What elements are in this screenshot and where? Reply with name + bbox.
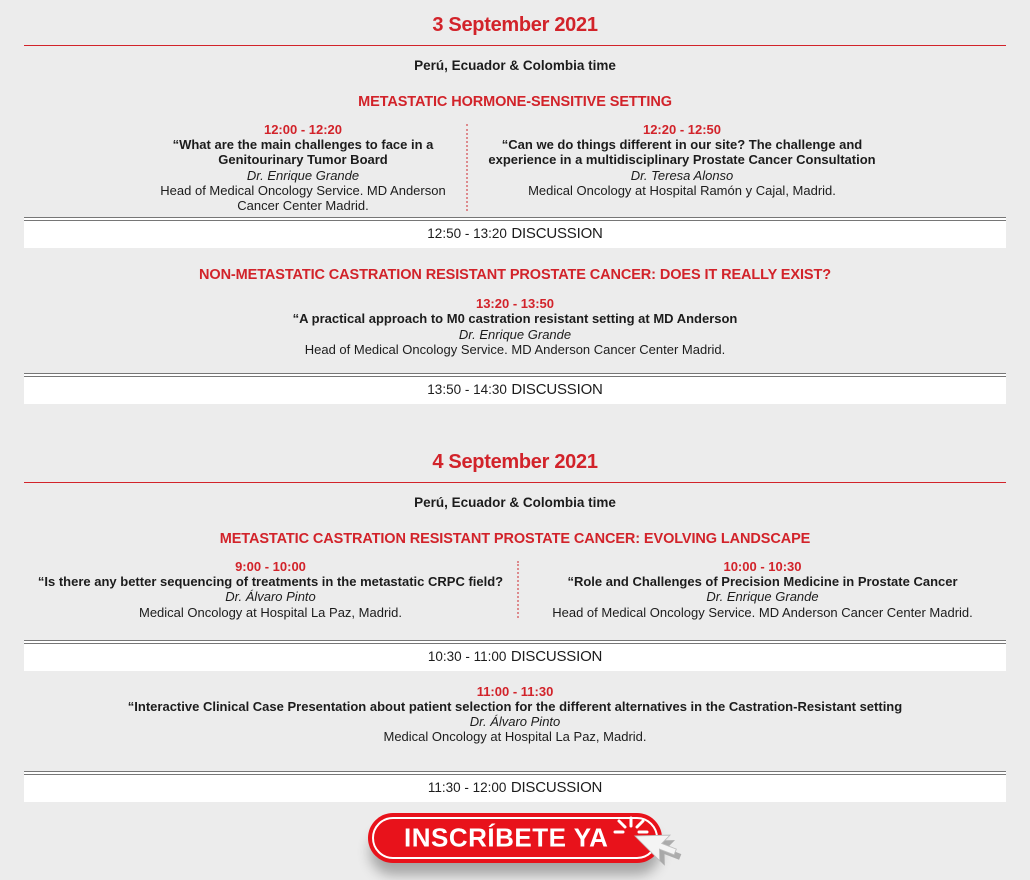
day-title-rule [24,482,1006,483]
session-column-right [519,559,1006,620]
talk-title: “Role and Challenges of Precision Medicine in Prostate Cancer [567,574,958,590]
talk-title: “What are the main challenges to face in a Genitourinary Tumor Board [172,137,434,168]
speaker-name: Dr. Teresa Alonso [630,167,734,183]
speaker-affiliation: Medical Oncology at Hospital La Paz, Madrid. [383,729,647,745]
talk-title: “Is there any better sequencing of treatments in the metastatic CRPC field? [37,574,504,590]
speaker-affiliation: Medical Oncology at Hospital La Paz, Madrid. [138,604,402,620]
session-time: 11:00 - 11:30 [476,683,554,699]
section-heading: NON-METASTATIC CASTRATION RESISTANT PROSTATE CANCER: DOES IT REALLY EXIST? [199,267,831,284]
discussion-time: 12:50 - 13:20 [427,226,507,242]
talk-title: “Can we do things different in our site? The challenge and experience in a multidisciplinary Prostate Cancer Consultation [488,137,876,168]
session [24,296,1006,357]
speaker-name: Dr. Enrique Grande [458,326,572,342]
session [148,122,458,213]
discussion-label: DISCUSSION [510,778,603,796]
day-2-block [24,404,1006,802]
day-title: 3 September 2021 [432,14,598,36]
register-button-area [24,813,1006,863]
session-time: 12:00 - 12:20 [263,122,343,137]
discussion-band [24,640,1006,671]
discussion-label: DISCUSSION [510,647,603,665]
timezone-note: Perú, Ecuador & Colombia time [414,495,616,511]
discussion-band [24,373,1006,404]
session [519,559,1006,620]
discussion-band [24,771,1006,802]
click-cursor-icon [612,815,678,880]
session [468,122,896,198]
day-title: 4 September 2021 [432,451,598,474]
speaker-affiliation: Head of Medical Oncology Service. MD Anderson Cancer Center Madrid. [552,604,973,620]
speaker-name: Dr. Álvaro Pinto [469,714,561,730]
section-heading: METASTATIC CASTRATION RESISTANT PROSTATE CANCER: EVOLVING LANDSCAPE [219,531,811,548]
day-title-rule [24,45,1006,46]
discussion-band [24,217,1006,248]
session-column-left [24,122,466,213]
discussion-label: DISCUSSION [511,381,603,399]
session-time: 12:20 - 12:50 [642,122,722,137]
session-time: 13:20 - 13:50 [475,296,555,312]
session-time: 10:00 - 10:30 [723,559,802,575]
register-button-label: INSCRÍBETE YA [404,822,609,853]
discussion-time: 11:30 - 12:00 [427,779,507,795]
session [24,684,1006,745]
session-time: 9:00 - 10:00 [235,559,306,575]
section-heading: METASTATIC HORMONE-SENSITIVE SETTING [358,94,672,110]
speaker-name: Dr. Enrique Grande [246,167,360,183]
speaker-affiliation: Head of Medical Oncology Service. MD Anderson Cancer Center Madrid. [160,182,446,214]
speaker-affiliation: Head of Medical Oncology Service. MD Anderson Cancer Center Madrid. [304,341,726,357]
session-column-left [24,559,517,620]
talk-title: “A practical approach to M0 castration resistant setting at MD Anderson [292,311,738,327]
session [24,559,517,620]
speaker-name: Dr. Álvaro Pinto [225,589,316,605]
register-button[interactable] [368,813,662,863]
day-1-block [24,0,1006,404]
sessions-row [24,559,1006,620]
discussion-label: DISCUSSION [511,225,603,243]
discussion-time: 10:30 - 11:00 [427,648,507,664]
sessions-row [24,122,1006,213]
discussion-time: 13:50 - 14:30 [427,382,507,398]
session-column-right [468,122,1006,213]
speaker-name: Dr. Enrique Grande [706,589,819,605]
talk-title: “Interactive Clinical Case Presentation about patient selection for the different alternatives in the Castration-Resistant setting [127,699,903,715]
timezone-note: Perú, Ecuador & Colombia time [414,58,616,73]
speaker-affiliation: Medical Oncology at Hospital Ramón y Cajal, Madrid. [528,182,836,198]
